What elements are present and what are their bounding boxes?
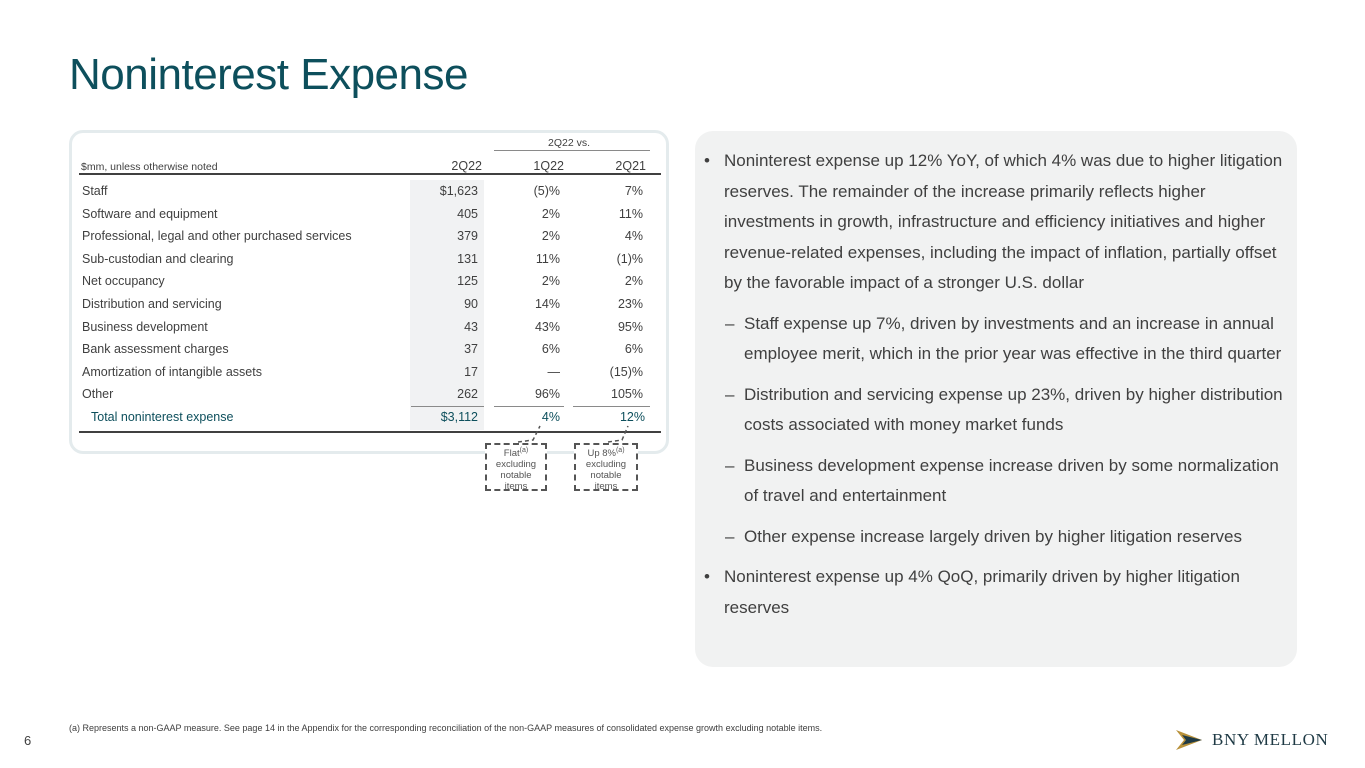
row-change-1q22: (5)% [533,184,560,198]
row-change-1q22: 6% [541,342,560,357]
sub-bullet-business-development [704,451,1294,512]
row-label: Amortization of intangible assets [82,364,262,379]
sub-bullet-staff-text: Staff expense up 7%, driven by investments and an increase in annual employee merit, which in the prior year was effective in the third quarter [744,313,1282,363]
page-title: Noninterest Expense [69,50,468,99]
row-change-1q22: 2% [541,274,560,289]
bullet-marker: • [704,151,710,170]
callout-flat [485,443,547,491]
row-value-2q22: 125 [457,274,478,289]
row-label: Software and equipment [82,206,218,221]
callout-up-8 [574,443,638,491]
sub-bullet-marker: – [725,455,735,475]
sub-bullet-marker: – [725,384,735,404]
callout-up-line1: excluding [585,459,627,470]
total-label: Total noninterest expense [91,410,234,424]
row-value-2q22: 262 [457,387,478,402]
row-label: Professional, legal and other purchased services [82,229,352,244]
bullet-yoy [704,146,1294,299]
row-value-2q22: 37 [464,342,478,357]
total-value-2q21: 12% [619,410,645,424]
row-label: Business development [82,319,208,334]
row-change-2q21: 95% [617,319,643,334]
column-header-2q22: 2Q22 [451,159,482,173]
commentary-bullets [704,146,1294,623]
callout-flat-line1: excluding [495,459,537,470]
total-value-2q22: $3,112 [440,410,478,424]
row-value-2q22: 379 [457,229,478,244]
row-change-2q21: 23% [617,297,643,311]
callout-up-main: Up 8% [587,448,616,459]
bullet-marker: • [704,567,710,586]
row-change-1q22: 2% [541,229,560,244]
row-label: Other [82,387,114,402]
row-change-1q22: 2% [541,206,560,221]
sub-bullet-staff [704,309,1294,370]
row-value-2q22: 43 [464,319,478,334]
row-change-1q22: 96% [534,387,560,402]
row-change-2q21: 105% [611,387,643,402]
column-header-1q22: 1Q22 [533,159,564,173]
sub-bullet-marker: – [725,526,735,546]
sub-bullet-other-text: Other expense increase largely driven by higher litigation reserves [744,526,1242,546]
row-value-2q22: 90 [464,297,478,311]
row-change-2q21: (1)% [616,251,643,266]
unit-label: $mm, unless otherwise noted [81,161,218,173]
row-change-1q22: 14% [534,297,560,311]
callout-up-sup: (a) [615,446,625,454]
bullet-qoq-text: Noninterest expense up 4% QoQ, primarily driven by higher litigation reserves [724,567,1240,617]
row-change-2q21: 11% [618,206,643,221]
logo-text: BNY MELLON [1212,730,1329,749]
sub-bullet-distribution [704,380,1294,441]
callout-connector-1 [518,426,540,442]
row-change-2q21: (15)% [609,364,643,379]
row-label: Bank assessment charges [82,342,229,357]
callout-flat-line3: items [504,481,528,492]
row-change-1q22: 43% [534,319,560,334]
logo-mark-icon [1176,729,1206,751]
callout-flat-sup: (a) [519,446,529,454]
row-label: Staff [82,184,108,198]
footnote: (a) Represents a non-GAAP measure. See page 14 in the Appendix for the corresponding reconciliation of the non-GAAP measures of consolidated expense growth excluding notable items. [69,723,823,733]
row-change-1q22: 11% [535,251,560,266]
column-header-2q21: 2Q21 [615,159,646,173]
row-label: Sub-custodian and clearing [82,251,234,266]
row-change-1q22: — [547,364,560,379]
callout-flat-main: Flat [503,448,520,459]
row-change-2q21: 7% [624,184,643,198]
page-number: 6 [24,733,32,748]
row-change-2q21: 4% [624,229,643,244]
bullet-yoy-text: Noninterest expense up 12% YoY, of which 4% was due to higher litigation reserves. The remainder of the increase primarily reflects higher investments in growth, infrastructure and efficiency initiatives and higher revenue-related expenses, including the impact of inflation, partially offset by the favorable impact of a stronger U.S. dollar [724,151,1283,292]
row-change-2q21: 6% [624,342,643,357]
row-label: Distribution and servicing [82,297,222,311]
sub-bullet-other [704,522,1294,553]
bullet-qoq [704,562,1294,623]
callout-flat-line2: notable [500,470,532,481]
sub-bullet-marker: – [725,313,735,333]
callout-connector-2 [608,426,628,442]
company-logo [1176,728,1336,752]
row-label: Net occupancy [82,274,165,289]
row-value-2q22: 17 [464,364,478,379]
sub-bullet-business-development-text: Business development expense increase driven by some normalization of travel and entertainment [744,455,1279,505]
total-value-1q22: 4% [541,410,560,424]
group-header: 2Q22 vs. [548,137,591,149]
sub-bullet-distribution-text: Distribution and servicing expense up 23%, driven by higher distribution costs associated with money market funds [744,384,1283,434]
row-value-2q22: $1,623 [439,184,478,198]
callout-up-line3: items [594,481,618,492]
row-value-2q22: 405 [457,206,478,221]
row-value-2q22: 131 [457,251,478,266]
row-change-2q21: 2% [624,274,643,289]
callout-up-line2: notable [590,470,622,481]
